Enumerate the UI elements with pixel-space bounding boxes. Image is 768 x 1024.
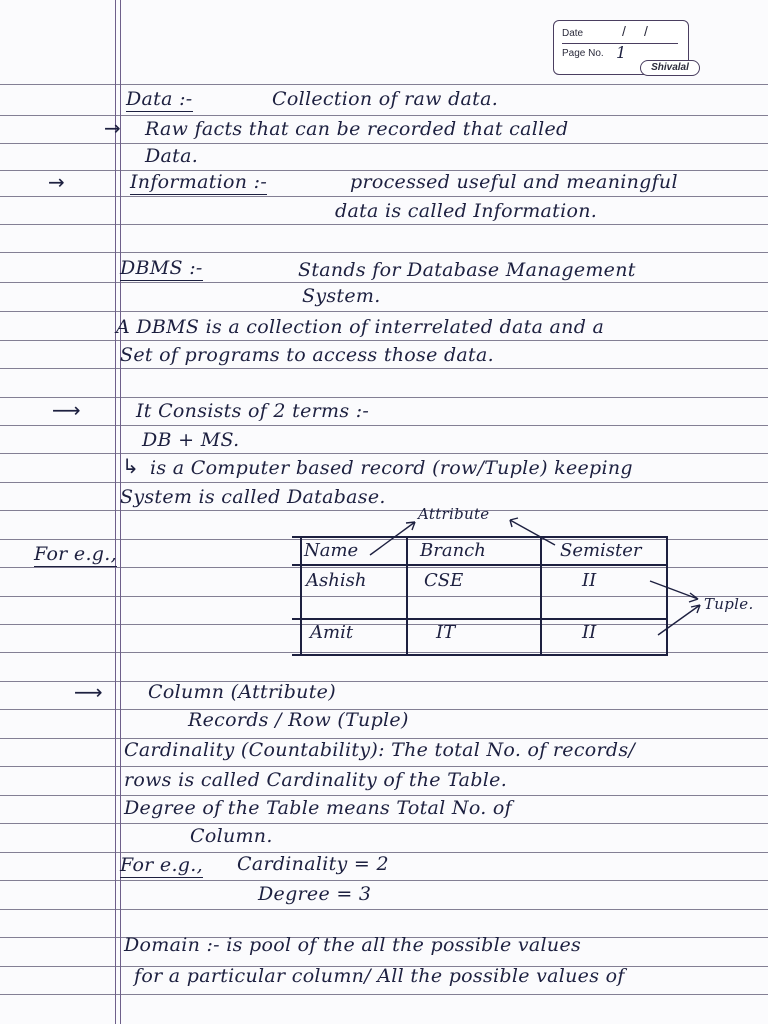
data-definition: Collection of raw data. [272, 88, 499, 110]
information-definition: data is called Information. [335, 200, 598, 222]
page-number-label: Page No. [562, 48, 604, 59]
database-definition: System is called Database. [120, 486, 386, 508]
dbms-description: Set of programs to access those data. [120, 344, 494, 366]
column-line: Column (Attribute) [148, 681, 336, 703]
table-cell: Amit [310, 622, 354, 643]
table-cell: II [582, 622, 597, 643]
database-definition: is a Computer based record (row/Tuple) keeping [150, 457, 633, 479]
dbms-definition: System. [302, 285, 381, 307]
consists-line: It Consists of 2 terms :- [136, 400, 370, 422]
records-line: Records / Row (Tuple) [188, 709, 409, 731]
table-header-cell: Branch [420, 540, 486, 561]
cardinality-definition: Cardinality (Countability): The total No. of records/ [124, 739, 636, 761]
brand-logo: Shivalal [640, 60, 700, 76]
information-definition: processed useful and meaningful [350, 171, 678, 193]
degree-example: Degree = 3 [258, 883, 372, 905]
table-header-cell: Name [304, 540, 359, 561]
arrow-icon: → [104, 116, 121, 140]
page-number: 1 [616, 43, 627, 62]
dbms-heading: DBMS :- [120, 257, 203, 279]
date-slash: / [644, 23, 648, 39]
tuple-label: Tuple. [704, 595, 754, 613]
cardinality-example: Cardinality = 2 [237, 853, 389, 875]
raw-facts-line: Raw facts that can be recorded that called [145, 118, 569, 140]
degree-definition: Degree of the Table means Total No. of [124, 797, 512, 819]
for-example-label: For e.g., [120, 854, 203, 876]
table-cell: IT [436, 622, 456, 643]
degree-definition: Column. [190, 825, 273, 847]
tuple-arrows [648, 575, 708, 645]
dbms-definition: Stands for Database Management [298, 259, 636, 281]
date-label: Date [562, 28, 584, 39]
for-example-label: For e.g., [34, 543, 117, 565]
domain-definition: Domain :- is pool of the all the possible values [124, 934, 582, 956]
arrow-icon: ⟶ [74, 680, 103, 704]
information-heading: Information :- [130, 171, 268, 193]
raw-facts-line: Data. [145, 145, 199, 167]
domain-definition: for a particular column/ All the possible values of [134, 965, 625, 987]
curved-arrow-icon: ↳ [122, 454, 139, 478]
date-slash: / [622, 23, 626, 39]
cardinality-definition: rows is called Cardinality of the Table. [124, 769, 508, 791]
data-heading: Data :- [126, 88, 193, 110]
db-ms-line: DB + MS. [142, 429, 240, 451]
dbms-description: A DBMS is a collection of interrelated data and a [116, 316, 605, 338]
student-table [292, 536, 668, 656]
table-cell: Ashish [306, 570, 367, 591]
table-cell: II [582, 570, 597, 591]
table-header-cell: Semister [560, 540, 642, 561]
arrow-icon: ⟶ [52, 398, 81, 422]
attribute-label: Attribute [418, 505, 490, 523]
table-cell: CSE [424, 570, 464, 591]
arrow-icon: → [48, 170, 65, 194]
